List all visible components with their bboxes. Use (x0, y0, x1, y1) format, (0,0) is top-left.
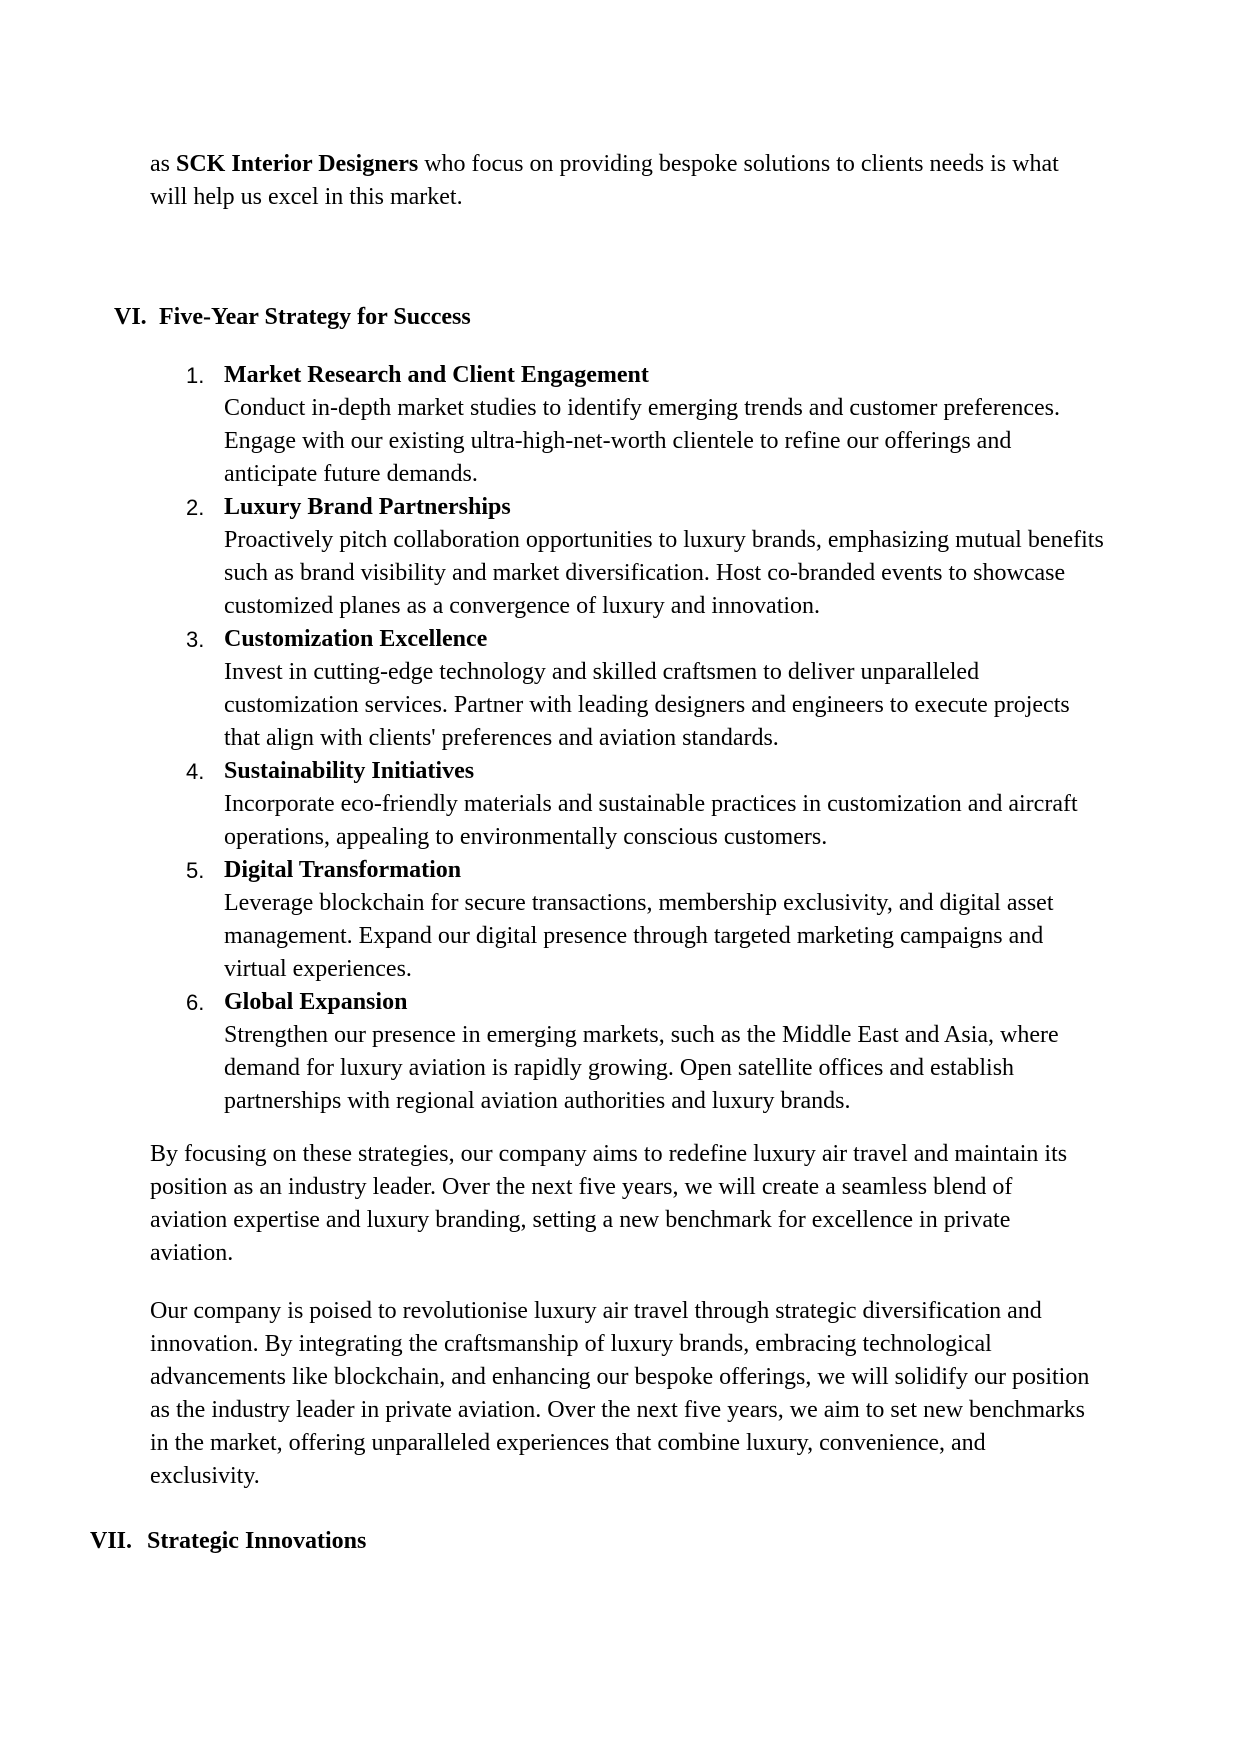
item-title: Digital Transformation (224, 857, 462, 883)
item-body: Incorporate eco-friendly materials and sustainable practices in customization and aircraft operations, appealing to environmentally conscious customers. (224, 791, 1078, 850)
list-item (0, 854, 1104, 986)
closing-paragraph-two: Our company is poised to revolutionise luxury air travel through strategic diversification and innovation. By integrating the craftsmanship of luxury brands, embracing technological advancements like blockchain, and enhancing our bespoke offerings, we will solidify our position as the industry leader in private aviation. Over the next five years, we aim to set new benchmarks in the market, offering unparalleled experiences that combine luxury, convenience, and exclusivity. (150, 1298, 1090, 1489)
item-body: Conduct in-depth market studies to identify emerging trends and customer preferences. Engage with our existing ultra-high-net-worth clientele to refine our offerings and anticipate future demands. (224, 395, 1060, 487)
list-marker: 1. (186, 363, 205, 388)
item-body: Proactively pitch collaboration opportunities to luxury brands, emphasizing mutual benefits such as brand visibility and market diversification. Host co-branded events to showcase customized planes as a convergence of luxury and innovation. (224, 527, 1104, 619)
item-body: Leverage blockchain for secure transactions, membership exclusivity, and digital asset management. Expand our digital presence through targeted marketing campaigns and virtual experiences. (224, 890, 1054, 982)
item-body: Strengthen our presence in emerging markets, such as the Middle East and Asia, where demand for luxury aviation is rapidly growing. Open satellite offices and establish partnerships with regional aviation authorities and luxury brands. (224, 1022, 1059, 1114)
item-title: Global Expansion (224, 989, 408, 1015)
intro-prefix: as (150, 151, 176, 177)
list-item (0, 359, 1104, 491)
list-marker: 6. (186, 990, 205, 1015)
list-marker: 2. (186, 495, 205, 520)
list-item (0, 986, 1104, 1118)
list-marker: 4. (186, 759, 205, 784)
item-title: Sustainability Initiatives (224, 758, 475, 784)
list-item (0, 491, 1104, 623)
closing-paragraph-one: By focusing on these strategies, our company aims to redefine luxury air travel and maintain its position as an industry leader. Over the next five years, we will create a seamless blend of aviation expertise and luxury branding, setting a new benchmark for excellence in private aviation. (150, 1141, 1068, 1266)
list-marker: 3. (186, 627, 205, 652)
list-item (0, 755, 1104, 854)
section-number: VII. (90, 1528, 133, 1554)
item-title: Customization Excellence (224, 626, 488, 652)
company-name: SCK Interior Designers (176, 151, 419, 177)
section-number: VI. (114, 304, 147, 330)
section-title: Strategic Innovations (147, 1528, 367, 1554)
item-title: Luxury Brand Partnerships (224, 494, 511, 520)
section-heading-seven (90, 1525, 366, 1558)
section-title: Five-Year Strategy for Success (159, 304, 471, 330)
section-heading-six (114, 301, 471, 334)
list-marker: 5. (186, 858, 205, 883)
item-title: Market Research and Client Engagement (224, 362, 649, 388)
item-body: Invest in cutting-edge technology and skilled craftsmen to deliver unparalleled customization services. Partner with leading designers and engineers to execute projects that align with clients' preferences and aviation standards. (224, 659, 1070, 751)
intro-paragraph (150, 148, 1100, 214)
list-item (0, 623, 1104, 755)
intro-suffix: who focus on providing bespoke solutions to clients needs is what will help us excel in this market. (150, 151, 1059, 210)
strategy-list (0, 359, 1242, 1118)
